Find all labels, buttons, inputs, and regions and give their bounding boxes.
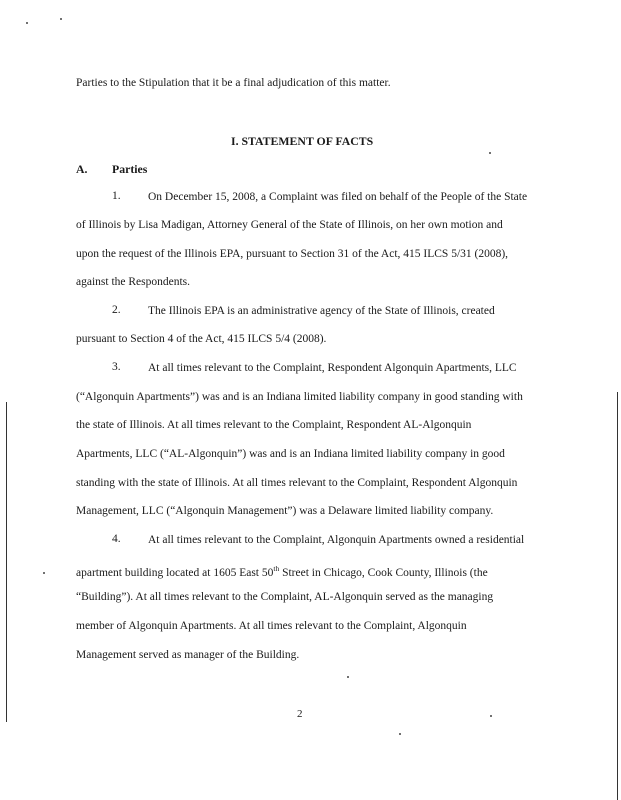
scan-speck [347,676,349,678]
paragraph-line: of Illinois by Lisa Madigan, Attorney General of the State of Illinois, on her own motion and [76,219,503,231]
page-number: 2 [297,708,303,720]
paragraph-line: Management served as manager of the Building. [76,649,300,661]
paragraph-number: 1. [112,190,121,202]
paragraph-line-with-superscript [76,562,488,580]
line-text: apartment building located at 1605 East 50 [76,566,274,579]
paragraph-line: standing with the state of Illinois. At all times relevant to the Complaint, Respondent Algonquin [76,477,518,489]
paragraph-line: The Illinois EPA is an administrative agency of the State of Illinois, created [148,305,495,317]
paragraph-line: At all times relevant to the Complaint, Algonquin Apartments owned a residential [148,534,525,546]
paragraph-line: “Building”). At all times relevant to the Complaint, AL-Algonquin served as the managing [76,591,494,603]
subsection-letter: A. [76,162,88,176]
line-text-rest: Street in Chicago, Cook County, Illinois (the [279,566,488,579]
paragraph-line: Management, LLC (“Algonquin Management”) was a Delaware limited liability company. [76,505,494,517]
paragraph-line: upon the request of the Illinois EPA, pursuant to Section 31 of the Act, 415 ILCS 5/31 (2008), [76,248,509,260]
scan-speck [60,18,62,20]
scan-speck [399,733,401,735]
section-title: I. STATEMENT OF FACTS [231,134,374,148]
paragraph-line: Apartments, LLC (“AL-Algonquin”) was and is an Indiana limited liability company in good [76,448,505,460]
left-margin-mark [6,402,7,722]
scan-speck [489,152,491,154]
paragraph-number: 2. [112,304,121,316]
scan-speck [26,22,28,24]
paragraph-line: (“Algonquin Apartments”) was and is an Indiana limited liability company in good standing with [76,391,523,403]
subsection-title: Parties [112,162,148,176]
paragraph-line: pursuant to Section 4 of the Act, 415 ILCS 5/4 (2008). [76,333,327,345]
paragraph-number: 4. [112,533,121,545]
scan-speck [43,572,45,574]
paragraph-line: member of Algonquin Apartments. At all times relevant to the Complaint, Algonquin [76,620,467,632]
paragraph-line: against the Respondents. [76,276,191,288]
paragraph-line: At all times relevant to the Complaint, Respondent Algonquin Apartments, LLC [148,362,517,374]
intro-line: Parties to the Stipulation that it be a final adjudication of this matter. [76,77,391,89]
paragraph-number: 3. [112,361,121,373]
scan-speck [490,715,492,717]
paragraph-line: On December 15, 2008, a Complaint was filed on behalf of the People of the State [148,191,528,203]
right-margin-mark [617,392,618,800]
ordinal-suffix: th [273,564,280,573]
paragraph-line: the state of Illinois. At all times relevant to the Complaint, Respondent AL-Algonquin [76,419,472,431]
